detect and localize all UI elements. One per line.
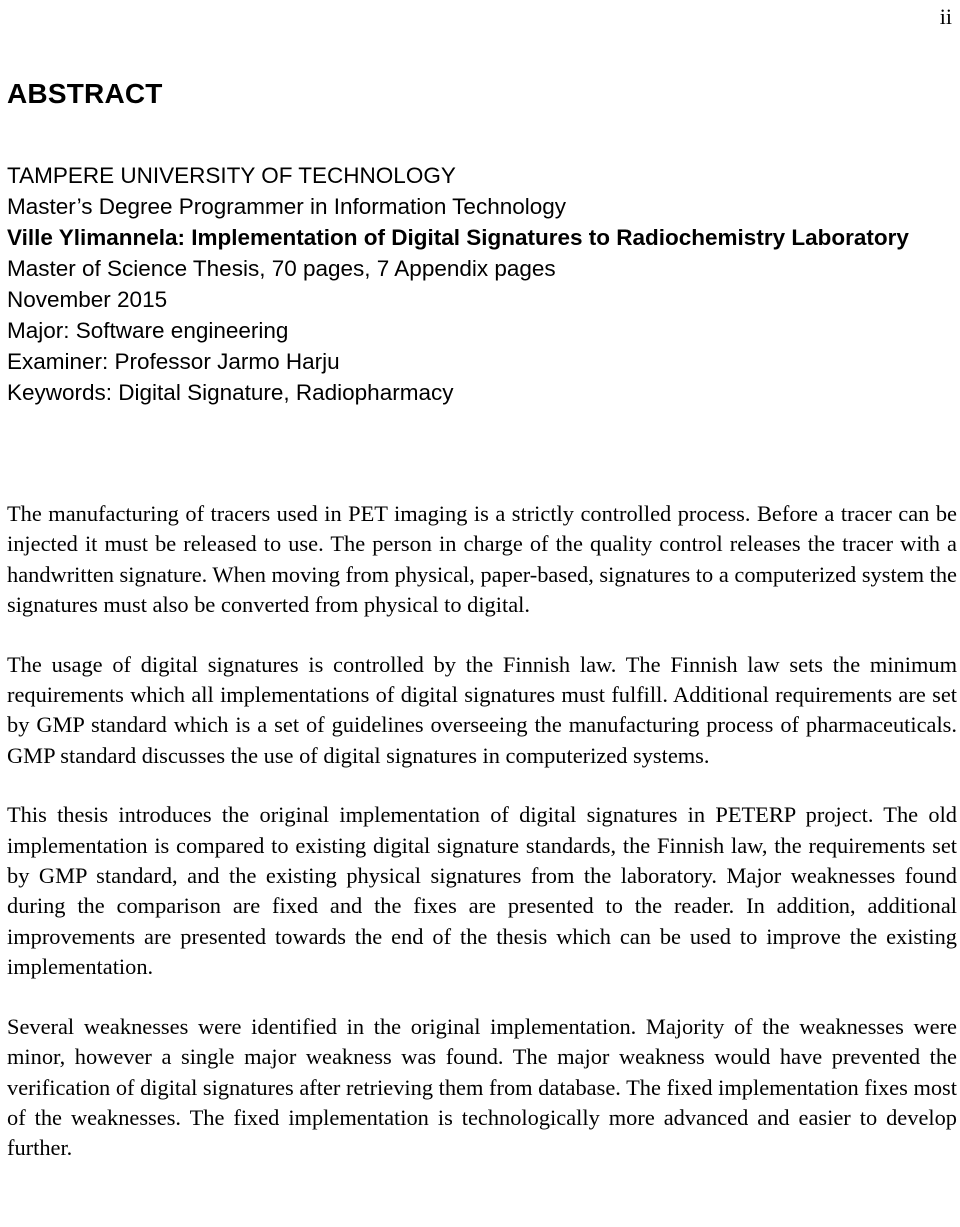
abstract-paragraph: The usage of digital signatures is controlled by the Finnish law. The Finnish law sets the minimum requirements which all implementations of digital signatures must fulfill. Additional requirements are set by GMP standard which is a set of guidelines overseeing the manufacturing process of pharmaceuticals. GMP standard discusses the use of digital signatures in computerized systems. [7,651,957,768]
abstract-body [7,499,957,1193]
degree-programme: Master’s Degree Programmer in Information Technology [7,194,567,219]
abstract-heading: ABSTRACT [7,78,163,109]
university-name: TAMPERE UNIVERSITY OF TECHNOLOGY [7,163,456,188]
thesis-major: Major: Software engineering [7,318,289,343]
thesis-examiner: Examiner: Professor Jarmo Harju [7,349,340,374]
thesis-keywords: Keywords: Digital Signature, Radiopharmacy [7,380,454,405]
page-number: ii [939,4,952,29]
abstract-paragraph: This thesis introduces the original implementation of digital signatures in PETERP project. The old implementation is compared to existing digital signature standards, the Finnish law, the requirements set by GMP standard, and the existing physical signatures from the laboratory. Major weaknesses found during the comparison are fixed and the fixes are presented to the reader. In addition, additional improvements are presented towards the end of the thesis which can be used to improve the existing implementation. [7,802,957,980]
abstract-paragraph: The manufacturing of tracers used in PET imaging is a strictly controlled process. Before a tracer can be injected it must be released to use. The person in charge of the quality control releases the tracer with a handwritten signature. When moving from physical, paper-based, signatures to a computerized system the signatures must also be converted from physical to digital. [7,501,957,618]
thesis-metadata [7,160,957,408]
thesis-date: November 2015 [7,287,168,312]
abstract-paragraph: Several weaknesses were identified in the original implementation. Majority of the weaknesses were minor, however a single major weakness was found. The major weakness would have prevented the verification of digital signatures after retrieving them from database. The fixed implementation fixes most of the weaknesses. The fixed implementation is technologically more advanced and easier to develop further. [7,1013,957,1161]
author-and-title: Ville Ylimannela: Implementation of Digital Signatures to Radiochemistry Laboratory [7,225,909,250]
thesis-info: Master of Science Thesis, 70 pages, 7 Appendix pages [7,256,556,281]
